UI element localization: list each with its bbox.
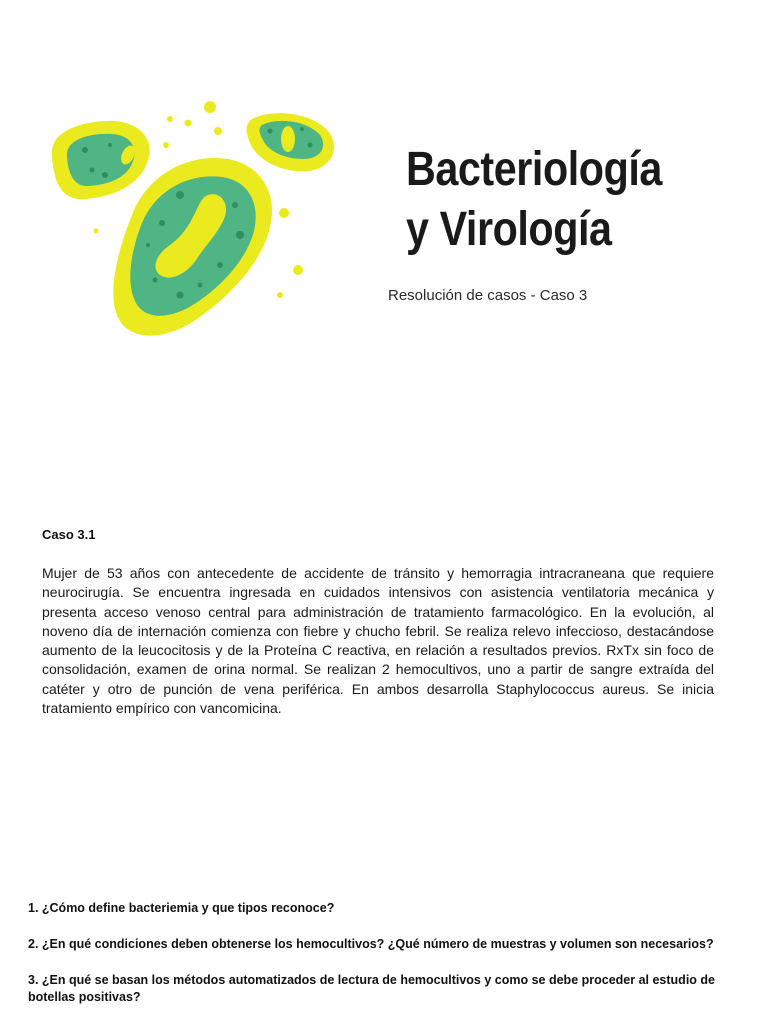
title-line-2: y Virología xyxy=(406,203,612,256)
document-title xyxy=(406,140,662,260)
case-body: Mujer de 53 años con antecedente de accidente de tránsito y hemorragia intracraneana que requiere neurocirugía. Se encuentra ingresada en cuidados intensivos con asistencia ventilatoria mecánica y presenta acceso venoso central para administración de tratamiento farmacológico. En la evolución, al noveno día de internación comienza con fiebre y chucho febril. Se realiza relevo infeccioso, destacándose aumento de la leucocitosis y de la Proteína C reactiva, en relación a resultados previos. RxTx sin foco de consolidación, examen de orina normal. Se realizan 2 hemocultivos, uno a partir de sangre extraída del catéter y otro de punción de vena periférica. En ambos desarrolla Staphylococcus aureus. Se inicia tratamiento empírico con vancomicina. xyxy=(42,565,714,717)
document-subtitle: Resolución de casos - Caso 3 xyxy=(388,287,588,304)
bacteria-illustration-icon xyxy=(30,95,350,345)
title-line-1: Bacteriología xyxy=(406,143,662,196)
question-3: 3. ¿En qué se basan los métodos automatizados de lectura de hemocultivos y como se debe proceder al estudio de botellas positivas? xyxy=(28,973,715,1004)
question-1: 1. ¿Cómo define bacteriemia y que tipos reconoce? xyxy=(28,901,335,915)
case-title: Caso 3.1 xyxy=(42,527,96,542)
question-2: 2. ¿En qué condiciones deben obtenerse los hemocultivos? ¿Qué número de muestras y volumen son necesarios? xyxy=(28,937,714,951)
